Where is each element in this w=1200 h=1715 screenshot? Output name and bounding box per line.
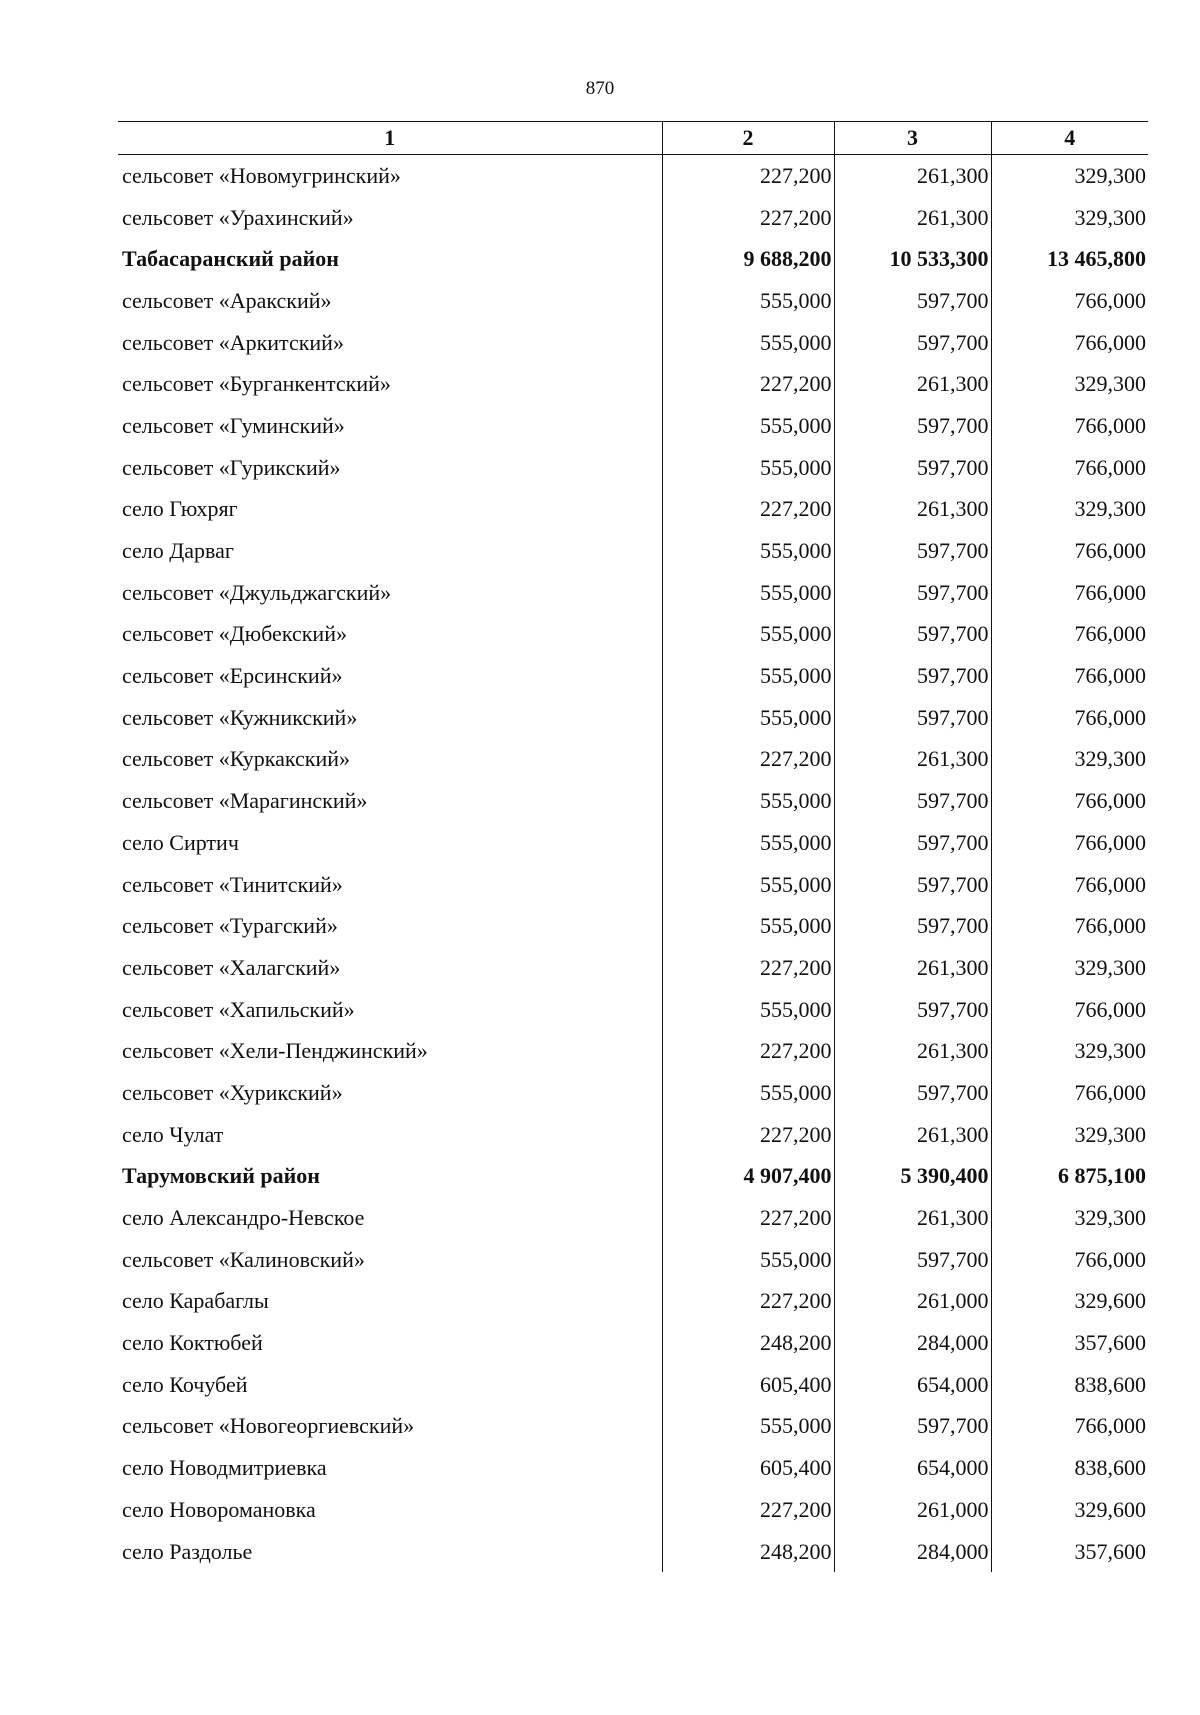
table-row (118, 572, 1148, 614)
row-name-cell: сельсовет «Аракский» (122, 287, 332, 313)
row-value-col2: 555,000 (662, 447, 834, 489)
row-value-col4: 766,000 (991, 822, 1148, 864)
row-value-col2: 555,000 (662, 280, 834, 322)
row-value-col4: 766,000 (991, 864, 1148, 906)
table-row (118, 447, 1148, 489)
row-value-col4: 329,300 (991, 1114, 1148, 1156)
row-value-col3: 597,700 (834, 655, 991, 697)
row-value-col4: 357,600 (991, 1322, 1148, 1364)
row-name-cell: сельсовет «Новомугринский» (122, 162, 401, 188)
row-name-cell: село Александро-Невское (122, 1205, 365, 1231)
table-row (118, 322, 1148, 364)
row-value-col3: 284,000 (834, 1322, 991, 1364)
page-number: 870 (585, 78, 615, 99)
table-row (118, 363, 1148, 405)
row-value-col2: 555,000 (662, 322, 834, 364)
row-value-col2: 555,000 (662, 989, 834, 1031)
row-value-col2: 555,000 (662, 905, 834, 947)
budget-table-container (118, 121, 1148, 1572)
table-row (118, 489, 1148, 531)
row-value-col2: 605,400 (662, 1447, 834, 1489)
row-value-col2: 555,000 (662, 1406, 834, 1448)
row-name-cell: сельсовет «Марагинский» (122, 788, 368, 814)
district-row (118, 1156, 1148, 1198)
table-row (118, 989, 1148, 1031)
row-value-col4: 766,000 (991, 280, 1148, 322)
row-name-cell: село Гюхряг (122, 496, 238, 522)
row-value-col2: 227,200 (662, 739, 834, 781)
row-value-col2: 248,200 (662, 1322, 834, 1364)
row-value-col3: 654,000 (834, 1364, 991, 1406)
row-value-col2: 227,200 (662, 197, 834, 239)
table-row (118, 530, 1148, 572)
row-name-cell: сельсовет «Кужникский» (122, 704, 358, 730)
row-value-col4: 329,600 (991, 1281, 1148, 1323)
row-value-col3: 597,700 (834, 447, 991, 489)
row-value-col2: 555,000 (662, 1072, 834, 1114)
row-name-cell: сельсовет «Аркитский» (122, 329, 344, 355)
row-name-cell: село Раздолье (122, 1538, 253, 1564)
row-value-col3: 261,300 (834, 1197, 991, 1239)
row-value-col3: 284,000 (834, 1531, 991, 1573)
row-value-col4: 329,300 (991, 489, 1148, 531)
table-row (118, 1030, 1148, 1072)
row-value-col4: 766,000 (991, 405, 1148, 447)
row-value-col2: 555,000 (662, 655, 834, 697)
row-value-col3: 261,300 (834, 363, 991, 405)
budget-table (118, 121, 1148, 1572)
row-name-cell: сельсовет «Дюбекский» (122, 621, 347, 647)
table-row (118, 864, 1148, 906)
row-value-col4: 766,000 (991, 322, 1148, 364)
row-value-col2: 227,200 (662, 155, 834, 197)
row-value-col4: 766,000 (991, 697, 1148, 739)
row-value-col4: 329,300 (991, 1197, 1148, 1239)
row-value-col4: 329,300 (991, 197, 1148, 239)
row-value-col4: 329,300 (991, 739, 1148, 781)
row-name-cell: сельсовет «Бурганкентский» (122, 371, 391, 397)
row-value-col4: 329,300 (991, 363, 1148, 405)
district-row (118, 238, 1148, 280)
row-value-col4: 766,000 (991, 989, 1148, 1031)
row-value-col4: 13 465,800 (991, 238, 1148, 280)
row-value-col4: 766,000 (991, 614, 1148, 656)
row-value-col2: 227,200 (662, 1114, 834, 1156)
row-value-col2: 9 688,200 (662, 238, 834, 280)
row-value-col4: 838,600 (991, 1447, 1148, 1489)
row-name-cell: сельсовет «Тинитский» (122, 871, 343, 897)
table-row (118, 1197, 1148, 1239)
row-value-col2: 227,200 (662, 1030, 834, 1072)
row-value-col4: 766,000 (991, 572, 1148, 614)
row-value-col2: 555,000 (662, 697, 834, 739)
row-value-col3: 597,700 (834, 1072, 991, 1114)
row-value-col2: 555,000 (662, 530, 834, 572)
row-value-col3: 261,300 (834, 489, 991, 531)
row-name-cell: село Чулат (122, 1121, 224, 1147)
row-value-col3: 597,700 (834, 864, 991, 906)
row-value-col3: 261,300 (834, 155, 991, 197)
row-value-col2: 227,200 (662, 1197, 834, 1239)
column-header-2: 2 (662, 122, 834, 155)
row-value-col3: 261,300 (834, 947, 991, 989)
row-value-col4: 766,000 (991, 447, 1148, 489)
row-value-col3: 654,000 (834, 1447, 991, 1489)
table-row (118, 1322, 1148, 1364)
row-value-col3: 5 390,400 (834, 1156, 991, 1198)
table-row (118, 739, 1148, 781)
row-name-cell: сельсовет «Новогеоргиевский» (122, 1413, 415, 1439)
row-value-col4: 766,000 (991, 1239, 1148, 1281)
row-value-col3: 597,700 (834, 405, 991, 447)
row-value-col2: 227,200 (662, 947, 834, 989)
row-value-col2: 605,400 (662, 1364, 834, 1406)
row-name-cell: сельсовет «Гуминский» (122, 412, 345, 438)
row-value-col3: 597,700 (834, 280, 991, 322)
row-value-col3: 597,700 (834, 614, 991, 656)
row-value-col4: 838,600 (991, 1364, 1148, 1406)
row-name-cell: село Новоромановка (122, 1496, 316, 1522)
row-value-col3: 597,700 (834, 322, 991, 364)
row-name-cell: сельсовет «Хурикский» (122, 1079, 343, 1105)
row-name-cell: сельсовет «Джульджагский» (122, 579, 392, 605)
row-value-col3: 597,700 (834, 697, 991, 739)
row-value-col4: 329,300 (991, 155, 1148, 197)
row-name-cell: село Дарваг (122, 538, 234, 564)
row-value-col4: 329,300 (991, 1030, 1148, 1072)
row-name-cell: сельсовет «Гурикский» (122, 454, 341, 480)
column-header-4: 4 (991, 122, 1148, 155)
row-value-col2: 227,200 (662, 489, 834, 531)
row-value-col3: 261,300 (834, 197, 991, 239)
row-name-cell: сельсовет «Калиновский» (122, 1246, 365, 1272)
row-name-cell: село Карабаглы (122, 1288, 269, 1314)
row-value-col2: 227,200 (662, 1489, 834, 1531)
row-value-col3: 261,300 (834, 1030, 991, 1072)
row-value-col2: 555,000 (662, 822, 834, 864)
table-row (118, 780, 1148, 822)
table-row (118, 280, 1148, 322)
row-value-col2: 4 907,400 (662, 1156, 834, 1198)
row-value-col2: 555,000 (662, 572, 834, 614)
table-row (118, 614, 1148, 656)
table-row (118, 197, 1148, 239)
table-row (118, 822, 1148, 864)
row-value-col2: 227,200 (662, 363, 834, 405)
row-name-cell: село Коктюбей (122, 1330, 263, 1356)
row-value-col4: 766,000 (991, 530, 1148, 572)
table-row (118, 1447, 1148, 1489)
table-row (118, 947, 1148, 989)
row-value-col3: 261,000 (834, 1489, 991, 1531)
row-value-col4: 766,000 (991, 780, 1148, 822)
row-name-cell: сельсовет «Ерсинский» (122, 663, 343, 689)
row-name-cell: сельсовет «Халагский» (122, 954, 341, 980)
row-name-cell: сельсовет «Хапильский» (122, 996, 355, 1022)
table-row (118, 405, 1148, 447)
row-value-col4: 329,300 (991, 947, 1148, 989)
table-row (118, 1489, 1148, 1531)
row-name-cell: сельсовет «Куркакский» (122, 746, 350, 772)
row-name-cell: сельсовет «Урахинский» (122, 204, 354, 230)
table-row (118, 1406, 1148, 1448)
row-name-cell: Тарумовский район (122, 1163, 320, 1189)
row-value-col2: 555,000 (662, 614, 834, 656)
row-value-col3: 597,700 (834, 1406, 991, 1448)
table-row (118, 1072, 1148, 1114)
row-name-cell: село Кочубей (122, 1371, 248, 1397)
row-value-col2: 555,000 (662, 405, 834, 447)
row-value-col3: 597,700 (834, 989, 991, 1031)
row-value-col2: 227,200 (662, 1281, 834, 1323)
header-row (118, 122, 1148, 155)
row-value-col3: 597,700 (834, 572, 991, 614)
row-value-col2: 555,000 (662, 1239, 834, 1281)
table-body (118, 155, 1148, 1573)
row-value-col3: 597,700 (834, 530, 991, 572)
column-header-1: 1 (118, 122, 662, 155)
row-value-col3: 597,700 (834, 780, 991, 822)
row-value-col3: 10 533,300 (834, 238, 991, 280)
row-value-col3: 261,300 (834, 1114, 991, 1156)
row-value-col4: 766,000 (991, 1406, 1148, 1448)
row-name-cell: Табасаранский район (122, 246, 339, 272)
row-value-col3: 597,700 (834, 822, 991, 864)
row-value-col2: 248,200 (662, 1531, 834, 1573)
table-row (118, 1281, 1148, 1323)
table-row (118, 655, 1148, 697)
row-value-col3: 261,000 (834, 1281, 991, 1323)
row-name-cell: сельсовет «Хели-Пенджинский» (122, 1038, 428, 1064)
table-row (118, 1239, 1148, 1281)
column-header-3: 3 (834, 122, 991, 155)
row-name-cell: село Сиртич (122, 829, 239, 855)
row-value-col4: 766,000 (991, 1072, 1148, 1114)
row-value-col3: 597,700 (834, 905, 991, 947)
row-value-col4: 329,600 (991, 1489, 1148, 1531)
table-row (118, 155, 1148, 197)
row-value-col4: 6 875,100 (991, 1156, 1148, 1198)
row-value-col3: 597,700 (834, 1239, 991, 1281)
row-value-col2: 555,000 (662, 864, 834, 906)
table-row (118, 1114, 1148, 1156)
table-row (118, 905, 1148, 947)
row-value-col4: 766,000 (991, 655, 1148, 697)
row-name-cell: село Новодмитриевка (122, 1455, 327, 1481)
row-value-col3: 261,300 (834, 739, 991, 781)
table-row (118, 1531, 1148, 1573)
table-row (118, 1364, 1148, 1406)
row-value-col4: 357,600 (991, 1531, 1148, 1573)
row-name-cell: сельсовет «Турагский» (122, 913, 338, 939)
row-value-col2: 555,000 (662, 780, 834, 822)
table-row (118, 697, 1148, 739)
row-value-col4: 766,000 (991, 905, 1148, 947)
